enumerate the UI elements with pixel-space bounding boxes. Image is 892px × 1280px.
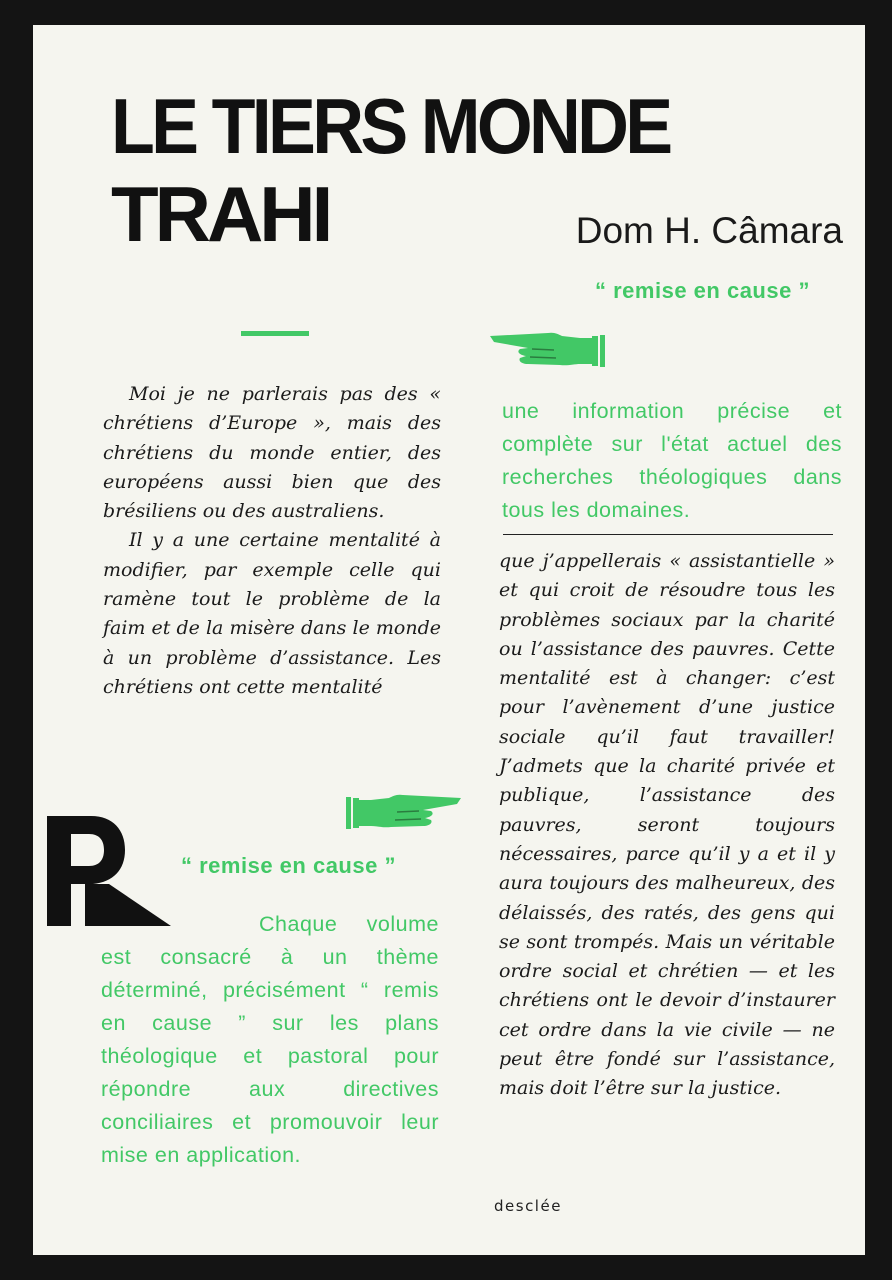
publisher-name: desclée (494, 1197, 562, 1215)
pointing-hand-icon (338, 790, 463, 830)
left-quote-paragraph: Moi je ne parlerais pas des « chrétiens d’Europe », mais des chrétiens du monde entier, des européens aussi bien que des brésiliens ou des australiens. (103, 383, 441, 523)
series-label-lower: “ remise en cause ” (181, 853, 396, 878)
book-cover (33, 25, 865, 1255)
title-line-2: TRAHI (111, 170, 330, 258)
series-label: “ remise en cause ” (595, 278, 810, 303)
left-quote (103, 380, 441, 702)
volume-description: Chaque volume est consacré à un thème déterminé, précisément “ remis en cause ” sur les plans théologique et pastoral pour répondre aux directives conciliaires et promouvoir leur mise en application. (101, 912, 439, 1167)
right-quote (499, 547, 835, 1104)
title-line-1: LE TIERS MONDE (111, 82, 670, 170)
green-dash (241, 331, 309, 336)
right-quote-paragraph: que j’appellerais « assistantielle » et qui croit de résoudre tous les problèmes sociaux par la charité ou l’assistance des pauvres. Cette mentalité est à changer: c’est pour l’avènement d’une justice sociale qu’il faut travailler! J’admets que la charité privée et publique, l’assistance des pauvres, seront toujours nécessaires, parce qu’il y a et il y aura toujours des malheureux, des délaissés, des ratés, des gens qui se sont trompés. Mais un véritable ordre social et chrétien — et les chrétiens ont le devoir d’instaurer cet ordre dans la vie civile — ne peut être fondé sur l’assistance, mais doit l’être sur la justice. (499, 550, 835, 1100)
author-name: Dom H. Câmara (575, 210, 843, 251)
series-description: une information précise et complète sur l'état actuel des recherches théologiques dans tous les domaines. (502, 399, 842, 522)
divider-line (503, 534, 833, 535)
left-quote-paragraph: Il y a une certaine mentalité à modifier, par exemple celle qui ramène tout le problème de la faim et de la misère dans le monde à un problème d’assistance. Les chrétiens ont cette mentalité (103, 529, 441, 698)
pointing-hand-icon (488, 328, 613, 368)
